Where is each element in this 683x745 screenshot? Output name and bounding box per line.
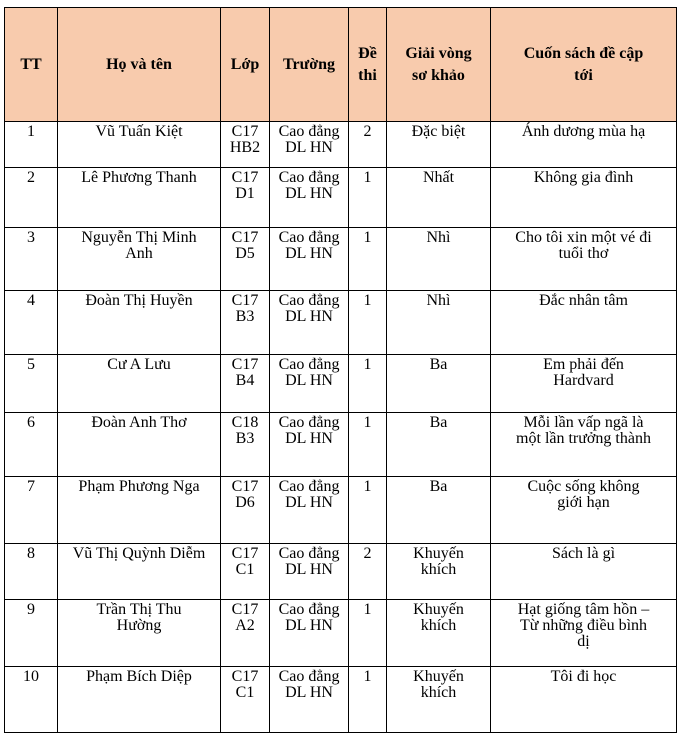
cell-line: khích [420, 617, 457, 634]
cell-line: Đắc nhân tâm [539, 292, 628, 309]
cell-line: khích [420, 684, 457, 701]
cell-col-tt [5, 168, 58, 228]
cell-line: C17 [231, 169, 259, 186]
cell-col-school [270, 228, 349, 291]
cell-line: Không gia đình [533, 169, 634, 186]
cell-col-book [491, 291, 677, 355]
cell-col-school [270, 291, 349, 355]
cell-line: Đề [358, 44, 377, 62]
cell-line: DL HN [285, 561, 333, 578]
table-row [5, 291, 677, 355]
cell-line: 9 [27, 601, 35, 618]
cell-line: 1 [363, 601, 372, 618]
cell-line: Tôi đi học [550, 668, 617, 685]
cell-col-class [221, 477, 270, 544]
cell-line: 1 [363, 478, 372, 495]
cell-line: D6 [235, 494, 255, 511]
cell-col-class [221, 413, 270, 477]
cell-line: DL HN [285, 372, 333, 389]
cell-col-tt [5, 413, 58, 477]
cell-col-name [58, 168, 221, 228]
cell-line: Khuyến [413, 601, 464, 618]
cell-line: Cao đẳng [278, 601, 340, 618]
cell-line: dị [577, 633, 590, 650]
cell-col-exam [349, 122, 387, 168]
cell-line: Cuốn sách đề cập [523, 44, 644, 62]
cell-line: Vũ Thị Quỳnh Diễm [72, 545, 206, 562]
cell-col-exam [349, 228, 387, 291]
cell-col-book [491, 600, 677, 667]
cell-line: 3 [27, 229, 35, 246]
header-col-exam [349, 8, 387, 122]
cell-line: Đặc biệt [411, 123, 466, 140]
cell-line: Anh [125, 245, 153, 262]
cell-line: Hardvard [553, 372, 614, 389]
cell-line: Vũ Tuấn Kiệt [95, 123, 183, 140]
cell-col-tt [5, 228, 58, 291]
table-body [5, 122, 677, 733]
cell-line: khích [420, 561, 457, 578]
cell-col-award [387, 600, 491, 667]
cell-col-tt [5, 544, 58, 600]
cell-col-name [58, 544, 221, 600]
cell-col-school [270, 477, 349, 544]
cell-line: 2 [363, 545, 372, 562]
cell-col-award [387, 122, 491, 168]
cell-line: DL HN [285, 139, 333, 156]
cell-line: Cao đẳng [278, 169, 340, 186]
cell-col-book [491, 544, 677, 600]
cell-col-award [387, 477, 491, 544]
cell-line: Nhì [426, 229, 451, 246]
cell-col-book [491, 355, 677, 413]
cell-line: giới hạn [557, 494, 610, 511]
cell-col-class [221, 291, 270, 355]
cell-line: DL HN [285, 245, 333, 262]
cell-col-name [58, 355, 221, 413]
cell-line: thi [358, 66, 377, 84]
cell-line: Ba [429, 356, 448, 373]
cell-line: Mỗi lần vấp ngã là [523, 414, 644, 431]
cell-line: Trường [283, 55, 335, 73]
cell-line: Cư A Lưu [107, 356, 171, 373]
cell-line: Cao đẳng [278, 292, 340, 309]
cell-col-tt [5, 291, 58, 355]
cell-line: 2 [27, 169, 35, 186]
cell-line: Nhất [422, 169, 455, 186]
cell-line: B3 [235, 430, 255, 447]
cell-line: Trần Thị Thu [96, 601, 182, 618]
cell-line: 10 [23, 668, 39, 685]
table-row [5, 600, 677, 667]
cell-line: Cao đẳng [278, 414, 340, 431]
cell-line: Lớp [230, 55, 260, 73]
cell-line: tới [574, 66, 593, 84]
cell-line: Cao đẳng [278, 123, 340, 140]
table-row [5, 413, 677, 477]
cell-line: Nhì [426, 292, 451, 309]
cell-col-class [221, 168, 270, 228]
cell-col-school [270, 413, 349, 477]
cell-col-exam [349, 168, 387, 228]
cell-line: DL HN [285, 430, 333, 447]
cell-col-award [387, 544, 491, 600]
cell-col-name [58, 228, 221, 291]
cell-line: D1 [235, 185, 255, 202]
cell-col-exam [349, 600, 387, 667]
cell-col-book [491, 413, 677, 477]
cell-line: 4 [27, 292, 35, 309]
table-row [5, 122, 677, 168]
cell-col-class [221, 355, 270, 413]
table-row [5, 544, 677, 600]
cell-col-name [58, 477, 221, 544]
cell-line: Phạm Phương Nga [78, 478, 200, 495]
cell-line: B3 [235, 308, 255, 325]
cell-col-award [387, 355, 491, 413]
cell-line: 1 [363, 169, 372, 186]
cell-col-award [387, 168, 491, 228]
cell-col-award [387, 413, 491, 477]
cell-line: C17 [231, 601, 259, 618]
cell-line: 1 [363, 292, 372, 309]
cell-line: C17 [231, 545, 259, 562]
cell-line: Cao đẳng [278, 229, 340, 246]
cell-line: 5 [27, 356, 35, 373]
cell-line: sơ khảo [412, 66, 465, 84]
cell-line: Khuyến [413, 668, 464, 685]
cell-line: Từ những điều bình [519, 617, 648, 634]
cell-line: Hường [116, 617, 162, 634]
header-row [5, 8, 677, 122]
cell-col-tt [5, 667, 58, 733]
cell-col-exam [349, 544, 387, 600]
cell-line: 1 [363, 229, 372, 246]
cell-col-exam [349, 667, 387, 733]
cell-col-exam [349, 477, 387, 544]
cell-line: 1 [363, 668, 372, 685]
cell-line: 6 [27, 414, 35, 431]
cell-line: 2 [363, 123, 372, 140]
cell-col-book [491, 228, 677, 291]
cell-col-class [221, 544, 270, 600]
cell-line: Cho tôi xin một vé đi [515, 229, 652, 246]
cell-line: C1 [235, 561, 255, 578]
cell-line: DL HN [285, 308, 333, 325]
cell-line: Khuyến [413, 545, 464, 562]
cell-col-tt [5, 477, 58, 544]
cell-col-tt [5, 122, 58, 168]
cell-col-name [58, 122, 221, 168]
cell-col-school [270, 544, 349, 600]
cell-line: C17 [231, 478, 259, 495]
cell-line: 8 [27, 545, 35, 562]
cell-col-exam [349, 355, 387, 413]
cell-col-name [58, 413, 221, 477]
header-col-name [58, 8, 221, 122]
cell-line: Cao đẳng [278, 356, 340, 373]
cell-col-exam [349, 291, 387, 355]
cell-line: Cao đẳng [278, 668, 340, 685]
cell-line: D5 [235, 245, 255, 262]
cell-line: Đoàn Thị Huyền [85, 292, 193, 309]
cell-line: Cuộc sống không [527, 478, 640, 495]
cell-col-tt [5, 600, 58, 667]
cell-col-award [387, 667, 491, 733]
cell-line: tuổi thơ [558, 245, 609, 262]
cell-line: một lần trưởng thành [516, 430, 651, 447]
cell-line: Ánh dương mùa hạ [521, 123, 646, 140]
cell-line: Sách là gì [551, 545, 616, 562]
cell-line: Họ và tên [106, 55, 172, 73]
cell-col-school [270, 600, 349, 667]
cell-line: C18 [231, 414, 259, 431]
cell-line: DL HN [285, 185, 333, 202]
table-row [5, 228, 677, 291]
cell-line: 1 [363, 356, 372, 373]
header-col-school [270, 8, 349, 122]
cell-col-exam [349, 413, 387, 477]
cell-col-book [491, 667, 677, 733]
header-col-award [387, 8, 491, 122]
cell-line: Nguyễn Thị Minh [81, 229, 197, 246]
cell-line: Cao đẳng [278, 478, 340, 495]
cell-line: Ba [429, 478, 448, 495]
cell-line: Lê Phương Thanh [81, 169, 197, 186]
table-row [5, 667, 677, 733]
cell-line: 1 [363, 414, 372, 431]
cell-line: TT [20, 55, 42, 73]
cell-line: Đoàn Anh Thơ [91, 414, 187, 431]
cell-line: DL HN [285, 617, 333, 634]
cell-col-award [387, 228, 491, 291]
cell-line: A2 [235, 617, 255, 634]
table-row [5, 355, 677, 413]
cell-line: C17 [231, 668, 259, 685]
cell-line: B4 [235, 372, 255, 389]
cell-line: C1 [235, 684, 255, 701]
cell-col-class [221, 667, 270, 733]
header-col-tt [5, 8, 58, 122]
cell-line: C17 [231, 229, 259, 246]
cell-line: Hạt giống tâm hồn – [517, 601, 650, 618]
cell-col-class [221, 122, 270, 168]
cell-col-school [270, 168, 349, 228]
cell-line: Cao đẳng [278, 545, 340, 562]
table-row [5, 477, 677, 544]
header-col-book [491, 8, 677, 122]
cell-line: Ba [429, 414, 448, 431]
table-row [5, 168, 677, 228]
cell-line: 1 [27, 123, 35, 140]
cell-col-name [58, 291, 221, 355]
cell-col-school [270, 667, 349, 733]
cell-col-tt [5, 355, 58, 413]
cell-line: DL HN [285, 494, 333, 511]
cell-col-book [491, 122, 677, 168]
cell-line: Em phải đến [543, 356, 624, 373]
cell-col-book [491, 477, 677, 544]
cell-line: Phạm Bích Diệp [86, 668, 192, 685]
cell-line: C17 [231, 123, 259, 140]
cell-line: 7 [27, 478, 35, 495]
cell-col-class [221, 600, 270, 667]
cell-col-name [58, 600, 221, 667]
cell-col-school [270, 355, 349, 413]
results-table [4, 7, 677, 733]
cell-col-school [270, 122, 349, 168]
cell-line: DL HN [285, 684, 333, 701]
cell-line: C17 [231, 356, 259, 373]
cell-col-name [58, 667, 221, 733]
cell-col-book [491, 168, 677, 228]
cell-line: C17 [231, 292, 259, 309]
cell-line: Giải vòng [405, 44, 472, 62]
cell-col-class [221, 228, 270, 291]
cell-line: HB2 [229, 139, 261, 156]
header-col-class [221, 8, 270, 122]
cell-col-award [387, 291, 491, 355]
